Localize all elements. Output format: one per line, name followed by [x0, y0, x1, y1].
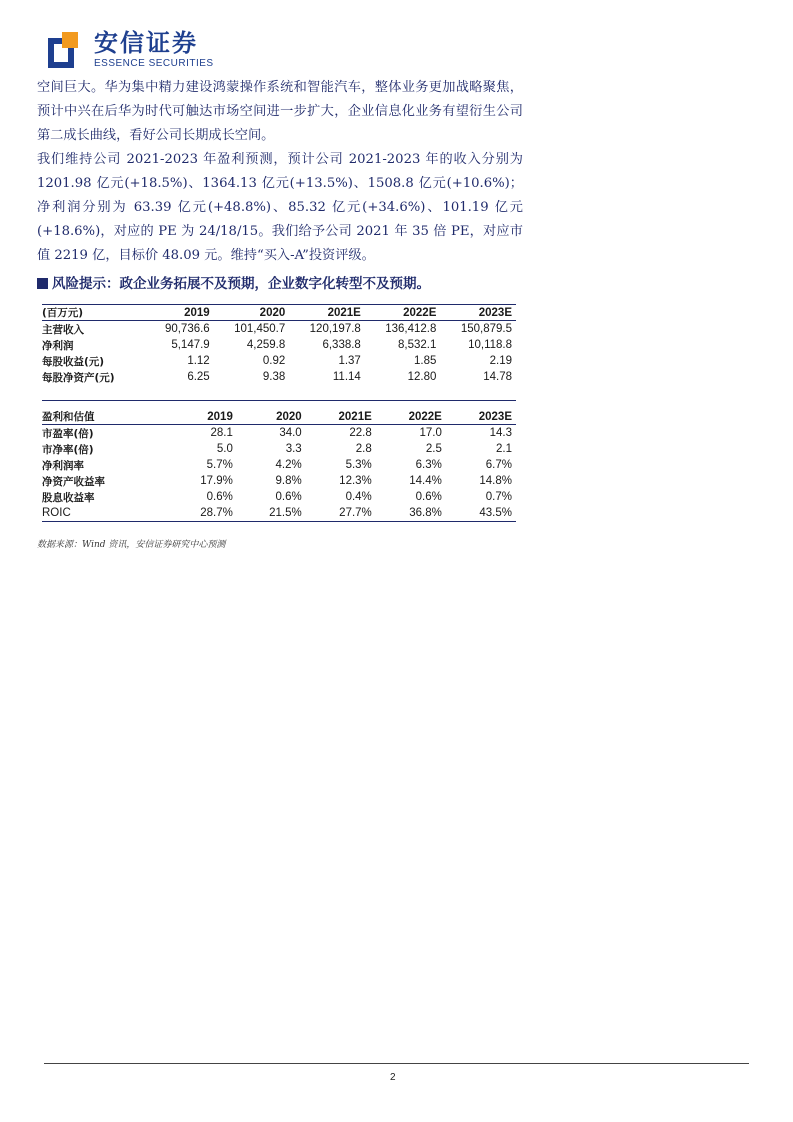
table-row — [42, 321, 516, 338]
table-cell: 2.5 — [425, 443, 442, 455]
table-cell: 2.8 — [355, 443, 372, 455]
table-cell: 21.5% — [269, 507, 302, 519]
row-label: 主营收入 — [42, 323, 84, 336]
risk-warning — [37, 272, 557, 292]
table-cell: 0.6% — [415, 491, 442, 503]
table-cell: 0.6% — [275, 491, 302, 503]
table-cell: 12.80 — [407, 371, 437, 383]
table-cell: 0.4% — [345, 491, 372, 503]
table-cell: 3.3 — [285, 443, 302, 455]
table-header-cell: 盈利和估值 — [42, 411, 95, 423]
row-label: ROIC — [42, 507, 71, 519]
table-cell: 14.4% — [409, 475, 442, 487]
table-cell: 5.3% — [345, 459, 372, 471]
table-header-cell: 2020 — [259, 306, 286, 319]
table-header-row — [42, 305, 516, 321]
table-cell: 5.0 — [216, 443, 233, 455]
table-cell: 0.92 — [262, 355, 286, 367]
table-cell: 14.8% — [479, 475, 512, 487]
table-row — [42, 369, 516, 385]
table-cell: 120,197.8 — [309, 323, 361, 335]
table-cell: 2.1 — [496, 443, 512, 455]
table-cell: 12.3% — [339, 475, 372, 487]
table-header-cell: 2019 — [207, 410, 233, 423]
row-label: 股息收益率 — [42, 491, 95, 504]
table-cell: 101,450.7 — [234, 323, 286, 335]
table-cell: 8,532.1 — [398, 339, 437, 351]
logo-name-cn: 安信证券 — [94, 29, 198, 57]
table-cell: 28.1 — [210, 427, 233, 439]
table-row — [42, 425, 516, 442]
table-cell: 2.19 — [489, 355, 512, 367]
table-cell: 9.8% — [275, 475, 302, 487]
table-cell: 17.9% — [200, 475, 233, 487]
table-header-cell: 2023E — [478, 410, 512, 423]
table-cell: 0.6% — [206, 491, 233, 503]
table-row — [42, 457, 516, 473]
table-cell: 1.85 — [414, 355, 437, 367]
table-row — [42, 473, 516, 489]
row-label: 每股收益(元) — [42, 355, 105, 368]
table-cell: 6.25 — [187, 371, 210, 383]
table-header-cell: 2019 — [184, 306, 210, 319]
table-cell: 1.12 — [187, 355, 210, 367]
table-cell: 22.8 — [349, 427, 372, 439]
risk-text: 风险提示：政企业务拓展不及预期，企业数字化转型不及预期。 — [52, 276, 430, 292]
valuation-table — [42, 409, 516, 522]
table-cell: 10,118.8 — [468, 339, 512, 351]
body-text — [37, 76, 523, 268]
row-label: 净利润率 — [42, 459, 84, 472]
table-cell: 5,147.9 — [171, 339, 210, 351]
table-header-cell: (百万元) — [42, 307, 84, 319]
table-cell: 5.7% — [206, 459, 233, 471]
table-cell: 43.5% — [479, 507, 512, 519]
table-cell: 6,338.8 — [322, 339, 361, 351]
table-cell: 34.0 — [279, 427, 302, 439]
table-cell: 4,259.8 — [246, 339, 286, 351]
table-cell: 28.7% — [200, 507, 233, 519]
table-header-row — [42, 409, 516, 425]
paragraph-2: 我们维持公司 2021-2023 年盈利预测，预计公司 2021-2023 年的收入分别为 1201.98 亿元(+18.5%)、1364.13 亿元(+13.5%)、1508.8 亿元(+10.6%)；净利润分别为 63.39 亿元(+48.8%)、85.32 亿元(+34.6%)、101.19 亿元(+18.6%)，对应的 PE 为 24/18/15。我们给予公司 2021 年 35 倍 PE，对应市值 2219 亿，目标价 48.09 元。维持“买入-A”投资评级。 — [37, 152, 523, 263]
table-row — [42, 337, 516, 353]
footer-divider — [44, 1063, 749, 1064]
table-header-cell: 2021E — [338, 410, 372, 423]
table-header-cell: 2021E — [327, 306, 361, 319]
table-row — [42, 441, 516, 457]
table-cell: 90,736.6 — [164, 323, 210, 335]
table-cell: 14.3 — [489, 427, 512, 439]
table-cell: 6.3% — [415, 459, 442, 471]
table-cell: 4.2% — [275, 459, 302, 471]
logo-name-en: ESSENCE SECURITIES — [94, 58, 214, 69]
table-cell: 1.37 — [338, 355, 361, 367]
table-cell: 136,412.8 — [385, 323, 437, 335]
table-header-cell: 2023E — [478, 306, 512, 319]
row-label: 每股净资产(元) — [42, 371, 115, 384]
row-label: 市净率(倍) — [42, 443, 94, 456]
table-header-cell: 2022E — [408, 410, 442, 423]
table-cell: 11.14 — [332, 371, 361, 383]
table-row — [42, 353, 516, 369]
table-cell: 17.0 — [419, 427, 442, 439]
row-label: 市盈率(倍) — [42, 427, 94, 440]
table-cell: 150,879.5 — [460, 323, 512, 335]
square-bullet-icon — [37, 278, 48, 289]
table-cell: 27.7% — [339, 507, 372, 519]
table-cell: 14.78 — [483, 371, 512, 383]
table-row — [42, 489, 516, 505]
table-cell: 9.38 — [262, 371, 286, 383]
table-row — [42, 505, 516, 522]
page-number: 2 — [390, 1072, 396, 1083]
table-cell: 0.7% — [485, 491, 512, 503]
row-label: 净利润 — [42, 339, 74, 352]
table-cell: 36.8% — [409, 507, 442, 519]
table-header-cell: 2022E — [403, 306, 437, 319]
row-label: 净资产收益率 — [42, 475, 105, 488]
table-cell: 6.7% — [485, 459, 512, 471]
data-source-note: 数据来源：Wind 资讯，安信证券研究中心预测 — [37, 540, 226, 550]
financial-summary-table — [42, 304, 516, 385]
logo-mark-icon — [48, 32, 84, 68]
table-divider — [42, 400, 516, 401]
table-header-cell: 2020 — [276, 410, 302, 423]
company-logo — [48, 30, 214, 69]
paragraph-1: 空间巨大。华为集中精力建设鸿蒙操作系统和智能汽车，整体业务更加战略聚焦，预计中兴在后华为时代可触达市场空间进一步扩大，企业信息化业务有望衍生公司第二成长曲线，看好公司长期成长空间。 — [37, 80, 523, 143]
